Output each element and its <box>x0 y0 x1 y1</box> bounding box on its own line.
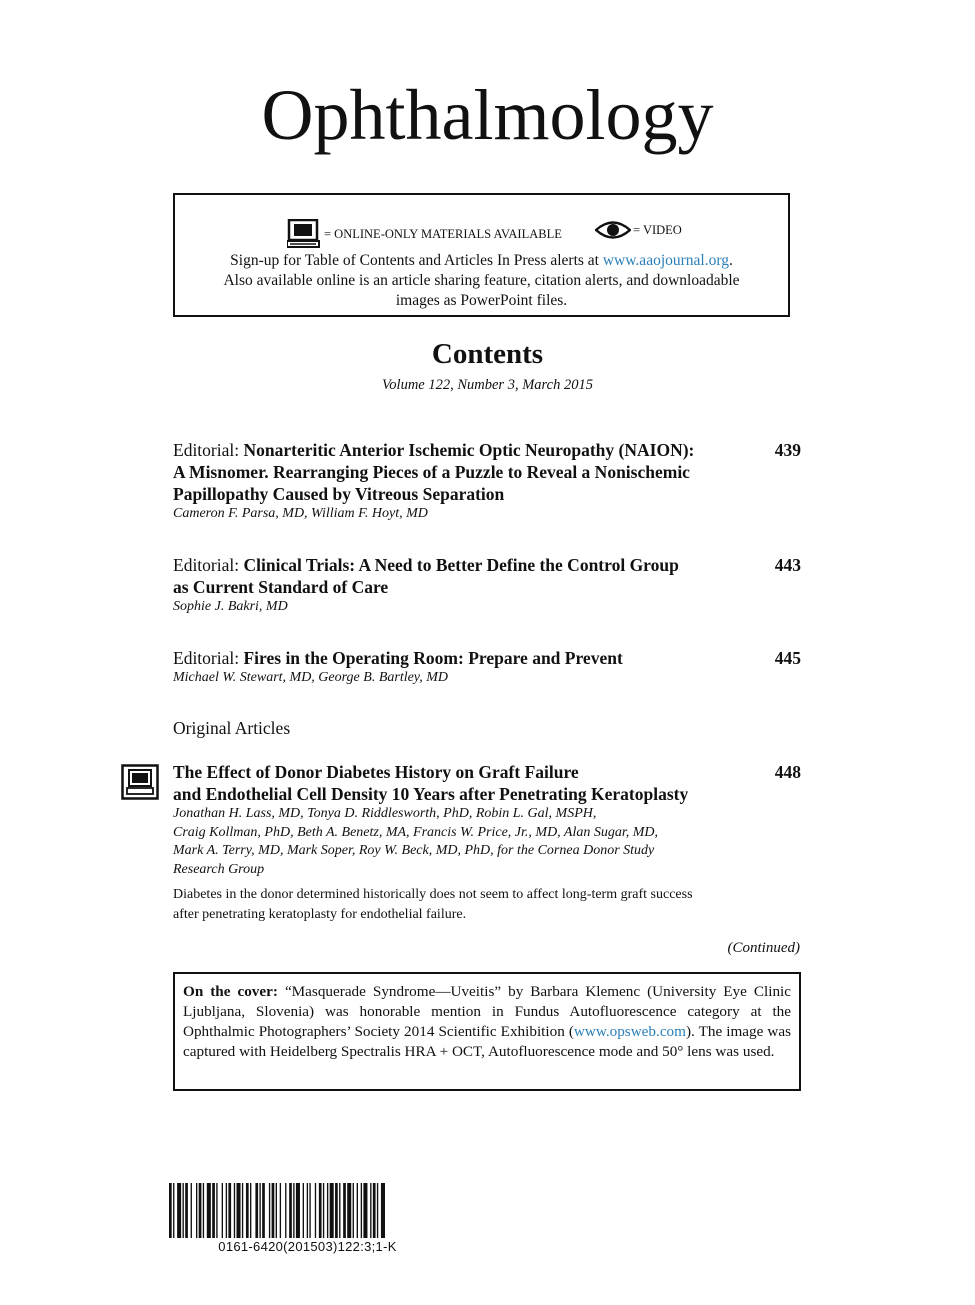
entry-label: Editorial: <box>173 648 244 668</box>
barcode-bar <box>222 1183 223 1238</box>
aaojournal-link[interactable]: www.aaojournal.org <box>602 252 729 269</box>
barcode-bar <box>361 1183 362 1238</box>
article-summary <box>173 885 743 925</box>
barcode-bar <box>203 1183 204 1238</box>
barcode-bar <box>343 1183 346 1238</box>
toc-authors: Cameron F. Parsa, MD, William F. Hoyt, MD <box>173 506 428 521</box>
legend-video <box>595 219 682 241</box>
toc-authors: Michael W. Stewart, MD, George B. Bartley, MD <box>173 670 449 685</box>
barcode-bar <box>207 1183 211 1238</box>
barcode-bar <box>169 1183 172 1238</box>
barcode-bar <box>228 1183 231 1238</box>
barcode-bar <box>199 1183 202 1238</box>
toc-entry-title <box>173 554 733 598</box>
cover-lead: On the cover: <box>183 983 278 1000</box>
barcode-bar <box>237 1183 241 1238</box>
computer-icon <box>121 764 159 800</box>
barcode-bar <box>353 1183 354 1238</box>
toc-entry-2[interactable] <box>173 554 803 617</box>
barcode-bar <box>185 1183 188 1238</box>
signup-prefix: Sign-up for Table of Contents and Articles In Press alerts at <box>230 252 603 269</box>
barcode-bar <box>177 1183 181 1238</box>
barcode-bar <box>250 1183 251 1238</box>
barcode-bar <box>327 1183 328 1238</box>
author-line: Research Group <box>173 861 265 877</box>
info-text <box>175 251 788 311</box>
barcode-bar <box>234 1183 235 1238</box>
toc-authors: Sophie J. Bakri, MD <box>173 599 288 614</box>
barcode-bar <box>269 1183 270 1238</box>
summary-line: after penetrating keratoplasty for endothelial failure. <box>173 907 467 922</box>
entry-title-line: Fires in the Operating Room: Prepare and Prevent <box>243 648 623 668</box>
entry-title-line: A Misnomer. Rearranging Pieces of a Puzzle to Reveal a Nonischemic <box>173 462 690 482</box>
barcode-bar <box>309 1183 310 1238</box>
legend-video-text: = VIDEO <box>633 222 682 237</box>
barcode-bar <box>363 1183 367 1238</box>
barcode-bar <box>339 1183 340 1238</box>
author-line: Jonathan H. Lass, MD, Tonya D. Riddlesworth, PhD, Robin L. Gal, MSPH, <box>173 806 597 821</box>
entry-title-line: Papillopathy Caused by Vitreous Separation <box>173 484 505 504</box>
barcode-bar <box>183 1183 184 1238</box>
computer-icon <box>287 219 321 249</box>
signup-line <box>175 251 788 271</box>
barcode-bar <box>303 1183 304 1238</box>
barcode-bar <box>262 1183 265 1238</box>
barcode-bar <box>296 1183 300 1238</box>
toc-entry-title <box>173 439 733 505</box>
toc-entry-1[interactable] <box>173 439 803 524</box>
barcode-bar <box>276 1183 277 1238</box>
journal-title: Ophthalmology <box>261 75 714 155</box>
signup-suffix: . <box>728 252 733 269</box>
barcode-bar <box>255 1183 258 1238</box>
article-title <box>173 761 753 805</box>
info-line-2: Also available online is an article sharing feature, citation alerts, and downloadable <box>223 272 740 289</box>
toc-entry-3[interactable] <box>173 647 803 688</box>
barcode-bar <box>319 1183 322 1238</box>
barcode-bar <box>370 1183 371 1238</box>
barcode-bar <box>212 1183 215 1238</box>
barcode-bar <box>293 1183 294 1238</box>
opsweb-link[interactable]: www.opsweb.com <box>573 1023 686 1040</box>
barcode-bar <box>272 1183 275 1238</box>
continued-label: (Continued) <box>727 940 800 956</box>
cover-box <box>173 972 801 1091</box>
barcode-bar <box>216 1183 217 1238</box>
toc-page-number: 439 <box>774 440 801 460</box>
eye-icon <box>595 219 631 241</box>
legend-online <box>287 219 562 249</box>
barcode-bar <box>347 1183 351 1238</box>
volume-line: Volume 122, Number 3, March 2015 <box>382 377 593 393</box>
legend-row <box>175 211 788 247</box>
summary-line: Diabetes in the donor determined historically does not seem to affect long-term graft success <box>173 887 693 902</box>
article-title-line: and Endothelial Cell Density 10 Years after Penetrating Keratoplasty <box>173 784 689 804</box>
barcode-bar <box>335 1183 338 1238</box>
toc-article-1[interactable] <box>173 761 803 925</box>
info-box <box>173 193 790 317</box>
barcode-bar <box>280 1183 281 1238</box>
section-heading: Original Articles <box>173 718 291 738</box>
entry-label: Editorial: <box>173 555 244 575</box>
barcode-bar <box>381 1183 385 1238</box>
author-line: Craig Kollman, PhD, Beth A. Benetz, MA, Francis W. Price, Jr., MD, Alan Sugar, MD, <box>173 824 659 840</box>
contents-heading: Contents <box>431 338 544 370</box>
barcode-bar <box>173 1183 174 1238</box>
barcode-bar <box>285 1183 286 1238</box>
legend-online-text: = ONLINE-ONLY MATERIALS AVAILABLE <box>324 226 562 241</box>
barcode-bar <box>307 1183 308 1238</box>
info-line-3: images as PowerPoint files. <box>395 292 568 309</box>
barcode-bar <box>330 1183 334 1238</box>
barcode-bar <box>191 1183 192 1238</box>
entry-title-line: as Current Standard of Care <box>173 577 389 597</box>
article-authors <box>173 805 773 879</box>
cover-text-end: ). The image was captured with Heidelberg Spectralis HRA + OCT, Autofluorescence mode and 50° lens was used. <box>183 1023 791 1060</box>
barcode-bar <box>242 1183 243 1238</box>
entry-label: Editorial: <box>173 440 244 460</box>
barcode-bar <box>259 1183 260 1238</box>
entry-title-line: Nonarteritic Anterior Ischemic Optic Neuropathy (NAION): <box>243 440 695 460</box>
barcode-bar <box>196 1183 197 1238</box>
barcode-bar <box>246 1183 249 1238</box>
author-line: Mark A. Terry, MD, Mark Soper, Roy W. Beck, MD, PhD, for the Cornea Donor Study <box>173 843 655 858</box>
barcode-bar <box>373 1183 376 1238</box>
barcode-bar <box>226 1183 227 1238</box>
toc-page-number: 445 <box>774 648 801 668</box>
barcode-bar <box>289 1183 292 1238</box>
barcode-bar <box>323 1183 324 1238</box>
barcode-bar <box>377 1183 378 1238</box>
toc-page-number: 443 <box>774 555 801 575</box>
cover-text: “Masquerade Syndrome—Uveitis” by Barbara Klemenc (University Eye Clinic Ljubljana, Slovenia) was honorable mention in Fundus Autofluorescence category at the Ophthalmic Photographers’ Society 2014 Scientific Exhibition ( <box>183 983 791 1040</box>
article-title-line: The Effect of Donor Diabetes History on Graft Failure <box>173 762 579 782</box>
barcode-text: 0161-6420(201503)122:3;1-K <box>218 1239 397 1254</box>
entry-title-line: Clinical Trials: A Need to Better Define the Control Group <box>243 555 679 575</box>
toc-page-number: 448 <box>774 762 801 782</box>
toc-entry-title <box>173 647 733 669</box>
barcode-bar <box>315 1183 316 1238</box>
barcode-bar <box>357 1183 358 1238</box>
